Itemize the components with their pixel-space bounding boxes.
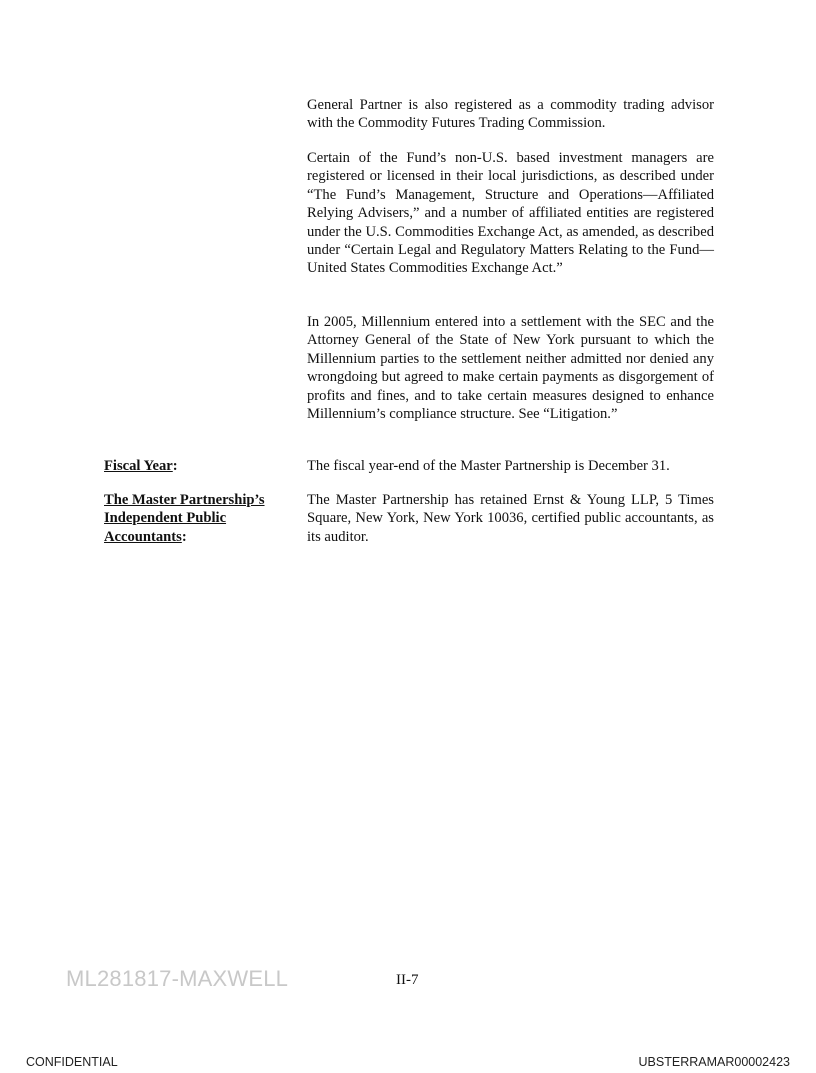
confidential-label: CONFIDENTIAL [26, 1055, 118, 1069]
paragraph-settlement: In 2005, Millennium entered into a settlement with the SEC and the Attorney General of the State of New York pursuant to which the Millennium parties to the settlement neither admitted nor denied any wrongdoing but agreed to make certain payments as disgorgement of profits and fines, and to take certain measures designed to enhance Millennium’s compliance structure. See “Litigation.” [307, 314, 714, 423]
fiscal-year-text: The fiscal year-end of the Master Partnership is December 31. [307, 458, 670, 474]
fiscal-year-label: Fiscal Year: [104, 458, 178, 474]
bates-watermark: ML281817-MAXWELL [66, 966, 289, 991]
accountants-label: The Master Partnership’s Independent Public Accountants: [104, 492, 265, 545]
document-id: UBSTERRAMAR00002423 [638, 1055, 790, 1069]
paragraph-non-us-managers: Certain of the Fund’s non-U.S. based investment managers are registered or licensed in their local jurisdictions, as described under “The Fund’s Management, Structure and Operations—Affiliated Relying Advisers,” and a number of affiliated entities are registered under the U.S. Commodities Exchange Act, as amended, as described under “Certain Legal and Regulatory Matters Relating to the Fund—United States Commodities Exchange Act.” [307, 150, 714, 277]
accountants-text: The Master Partnership has retained Ernst & Young LLP, 5 Times Square, New York, New York 10036, certified public accountants, as its auditor. [307, 492, 714, 545]
page-number: II-7 [396, 972, 419, 988]
paragraph-commodity-advisor: General Partner is also registered as a commodity trading advisor with the Commodity Futures Trading Commission. [307, 97, 714, 132]
